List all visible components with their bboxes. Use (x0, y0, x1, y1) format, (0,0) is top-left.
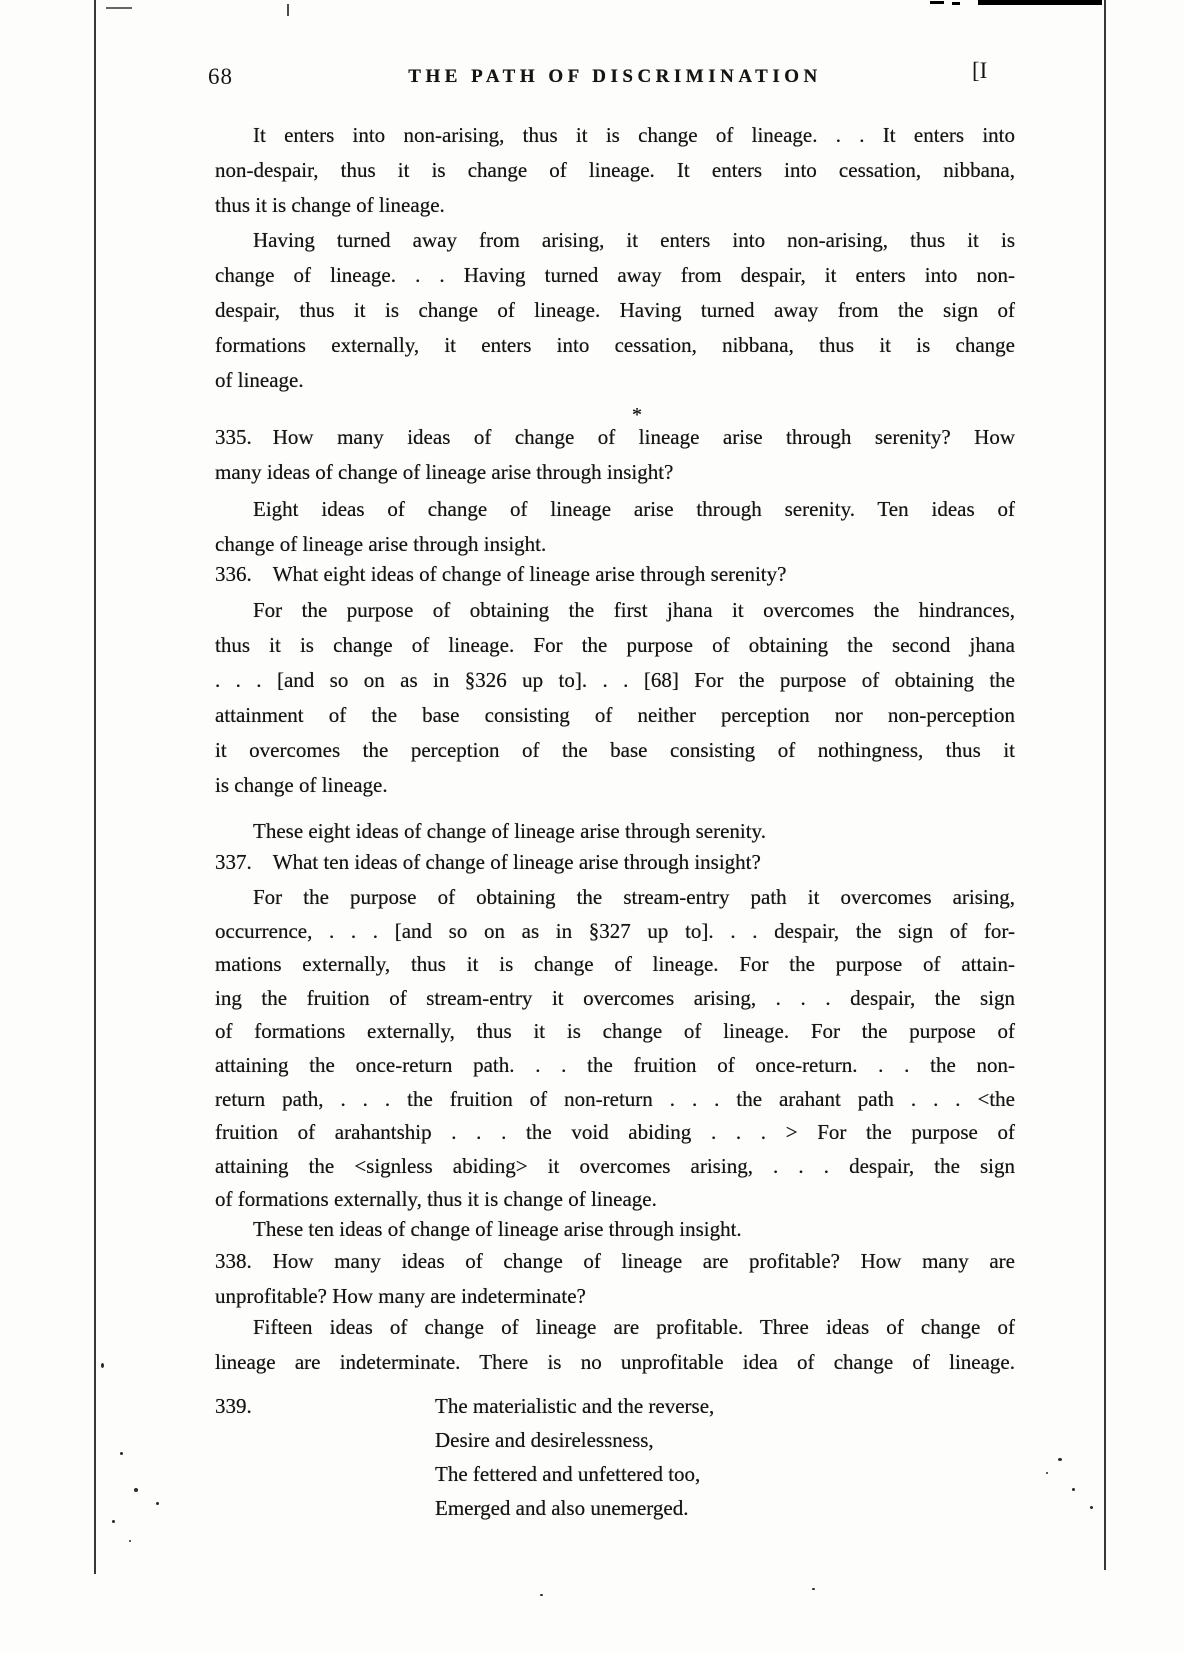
text-line: of formations externally, thus it is change of lineage. For the purpose of (215, 1019, 1015, 1044)
text-line: attaining the once-return path. . . the fruition of once-return. . . the non- (215, 1052, 1015, 1077)
text-line: unprofitable? How many are indeterminate? (215, 1284, 586, 1308)
verse-section (215, 1389, 1015, 1525)
text-line: 336. What eight ideas of change of lineage arise through serenity? (215, 562, 787, 586)
paragraph (215, 593, 1015, 803)
text-line: return path, . . . the fruition of non-return . . . the arahant path . . . <the (215, 1086, 1015, 1111)
folio-mark: [I (972, 58, 988, 83)
text-line: occurrence, . . . [and so on as in §327 up to]. . . despair, the sign of for- (215, 918, 1015, 943)
verse-number: 339. (215, 1394, 252, 1418)
text-line: change of lineage arise through insight. (215, 532, 547, 556)
scan-noise-speck (112, 1520, 115, 1523)
verse-line: The materialistic and the reverse, (435, 1394, 715, 1418)
text-line: formations externally, it enters into cessation, nibbana, thus it is change (215, 333, 1015, 357)
text-line: of lineage. (215, 368, 304, 392)
paragraph (215, 881, 1015, 1217)
scan-noise-dash (106, 7, 132, 9)
text-line: many ideas of change of lineage arise through insight? (215, 460, 674, 484)
scan-noise-speck (1090, 1506, 1093, 1509)
scan-noise-speck (1072, 1488, 1075, 1491)
scan-noise-speck (101, 1363, 104, 1368)
text-line: Fifteen ideas of change of lineage are profitable. Three ideas of change of (253, 1315, 1015, 1339)
text-line: is change of lineage. (215, 773, 388, 797)
scan-noise-speck (156, 1502, 159, 1505)
left-page-rule (94, 0, 96, 1574)
text-line: 337. What ten ideas of change of lineage arise through insight? (215, 850, 761, 874)
scan-noise-dash (952, 2, 960, 5)
text-line: It enters into non-arising, thus it is change of lineage. . . It enters into (253, 123, 1015, 147)
text-line: thus it is change of lineage. (215, 193, 445, 217)
verse-line: The fettered and unfettered too, (435, 1462, 701, 1486)
scan-noise-speck (1046, 1472, 1048, 1474)
scan-noise-speck (812, 1588, 815, 1590)
paragraph (215, 814, 1015, 849)
text-line: Having turned away from arising, it enters into non-arising, thus it is (253, 228, 1015, 252)
text-line: For the purpose of obtaining the first jhana it overcomes the hindrances, (253, 598, 1015, 622)
verse-line: Desire and desirelessness, (435, 1428, 654, 1452)
numbered-section (215, 557, 1015, 592)
text-line: attainment of the base consisting of neither perception nor non-perception (215, 703, 1015, 727)
text-line: attaining the <signless abiding> it overcomes arising, . . . despair, the sign (215, 1153, 1015, 1178)
text-line: thus it is change of lineage. For the purpose of obtaining the second jhana (215, 633, 1015, 657)
paragraph (215, 118, 1015, 223)
paragraph (215, 223, 1015, 398)
verse-line: Emerged and also unemerged. (435, 1496, 689, 1520)
text-line: fruition of arahantship . . . the void abiding . . . > For the purpose of (215, 1120, 1015, 1145)
scan-noise-speck (1058, 1458, 1062, 1461)
page-number: 68 (208, 64, 233, 89)
scan-noise-speck (120, 1452, 123, 1455)
running-title: THE PATH OF DISCRIMINATION (408, 66, 822, 87)
numbered-section (215, 420, 1015, 490)
text-line: 338. How many ideas of change of lineage are profitable? How many are (215, 1249, 1015, 1273)
paragraph (215, 1310, 1015, 1380)
paragraph (215, 492, 1015, 562)
numbered-section (215, 845, 1015, 880)
scan-noise-speck (134, 1488, 138, 1492)
text-line: lineage are indeterminate. There is no unprofitable idea of change of lineage. (215, 1350, 1015, 1374)
text-line: change of lineage. . . Having turned away from despair, it enters into non- (215, 263, 1015, 287)
text-line: These ten ideas of change of lineage arise through insight. (253, 1217, 742, 1241)
scan-noise-speck (129, 1540, 131, 1542)
scan-noise-speck (540, 1594, 543, 1596)
text-line: ing the fruition of stream-entry it overcomes arising, . . . despair, the sign (215, 985, 1015, 1010)
text-line: Eight ideas of change of lineage arise through serenity. Ten ideas of (253, 497, 1015, 521)
text-line: For the purpose of obtaining the stream-entry path it overcomes arising, (253, 885, 1015, 909)
asterisk-separator: * (632, 404, 642, 426)
text-line: despair, thus it is change of lineage. Having turned away from the sign of (215, 298, 1015, 322)
top-edge-bar (978, 0, 1102, 5)
text-line: of formations externally, thus it is change of lineage. (215, 1187, 657, 1212)
text-line: it overcomes the perception of the base consisting of nothingness, thus it (215, 738, 1015, 762)
paragraph (215, 1212, 1015, 1247)
text-line: These eight ideas of change of lineage arise through serenity. (253, 819, 766, 843)
scan-noise-dash (287, 4, 289, 16)
text-line: mations externally, thus it is change of lineage. For the purpose of attain- (215, 952, 1015, 977)
numbered-section (215, 1244, 1015, 1314)
right-page-rule (1104, 0, 1106, 1570)
text-line: 335. How many ideas of change of lineage arise through serenity? How (215, 425, 1015, 449)
text-line: . . . [and so on as in §326 up to]. . . [68] For the purpose of obtaining the (215, 668, 1015, 692)
scan-noise-dash (930, 1, 944, 4)
text-line: non-despair, thus it is change of lineage. It enters into cessation, nibbana, (215, 158, 1015, 182)
